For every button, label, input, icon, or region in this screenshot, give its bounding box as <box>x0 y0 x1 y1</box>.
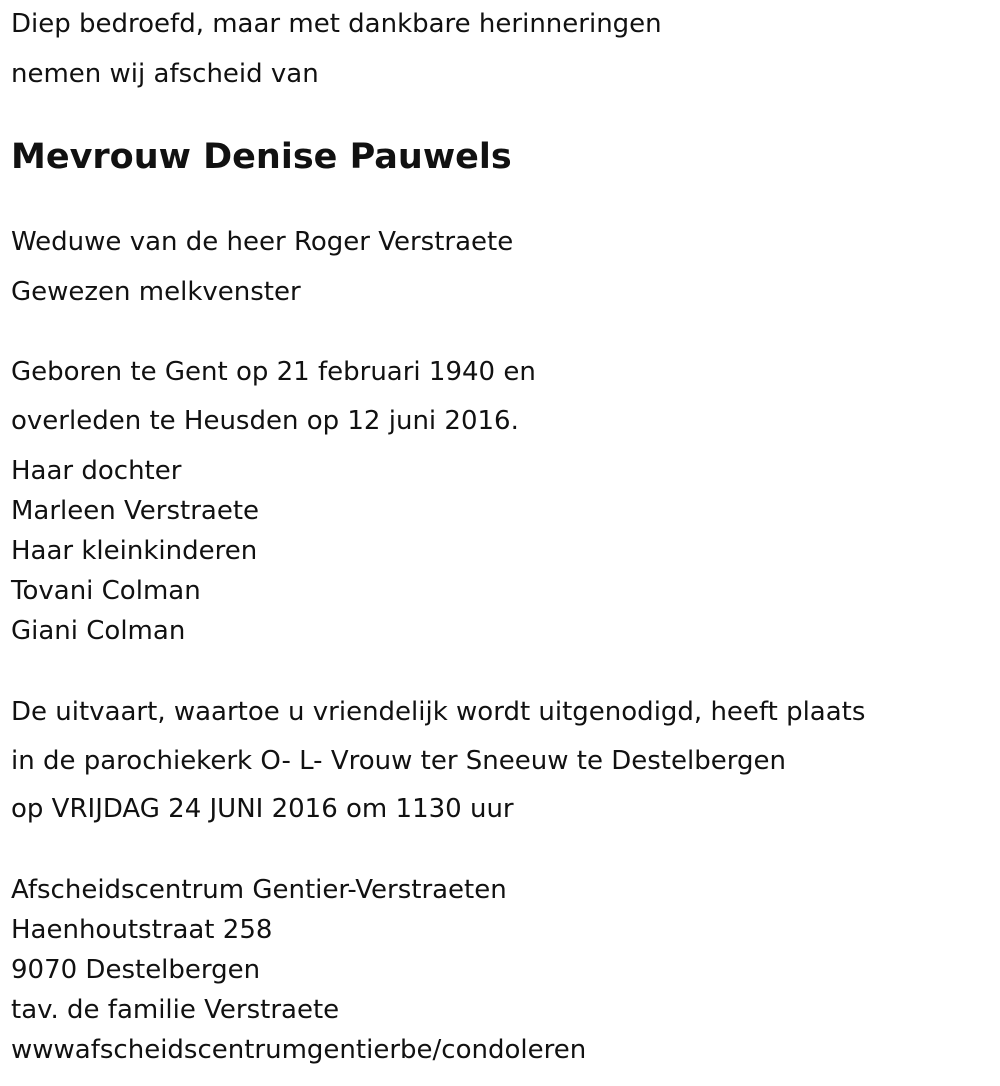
family-line-4: Tovani Colman <box>11 576 201 606</box>
family-line-2: Marleen Verstraete <box>11 496 260 526</box>
family-line-1: Haar dochter <box>11 456 182 486</box>
widow-of-line: Weduwe van de heer Roger Verstraete <box>11 227 514 257</box>
funeral-line-2: in de parochiekerk O- L- Vrouw ter Sneeuw te Destelbergen <box>11 746 786 776</box>
funeral-line-1: De uitvaart, waartoe u vriendelijk wordt uitgenodigd, heeft plaats <box>11 697 866 727</box>
contact-line-3: 9070 Destelbergen <box>11 955 261 985</box>
death-line: overleden te Heusden op 12 juni 2016. <box>11 406 519 436</box>
contact-line-4: tav. de familie Verstraete <box>11 995 340 1025</box>
family-line-5: Giani Colman <box>11 616 186 646</box>
family-line-3: Haar kleinkinderen <box>11 536 258 566</box>
deceased-name: Mevrouw Denise Pauwels <box>11 137 512 177</box>
occupation-line: Gewezen melkvenster <box>11 277 301 307</box>
contact-line-1: Afscheidscentrum Gentier-Verstraeten <box>11 875 507 905</box>
funeral-line-3: op VRIJDAG 24 JUNI 2016 om 1130 uur <box>11 794 514 824</box>
intro-line-2: nemen wij afscheid van <box>11 59 319 89</box>
contact-line-2: Haenhoutstraat 258 <box>11 915 273 945</box>
birth-line: Geboren te Gent op 21 februari 1940 en <box>11 357 536 387</box>
contact-line-5: wwwafscheidscentrumgentierbe/condoleren <box>11 1035 587 1065</box>
intro-line-1: Diep bedroefd, maar met dankbare herinneringen <box>11 9 662 39</box>
